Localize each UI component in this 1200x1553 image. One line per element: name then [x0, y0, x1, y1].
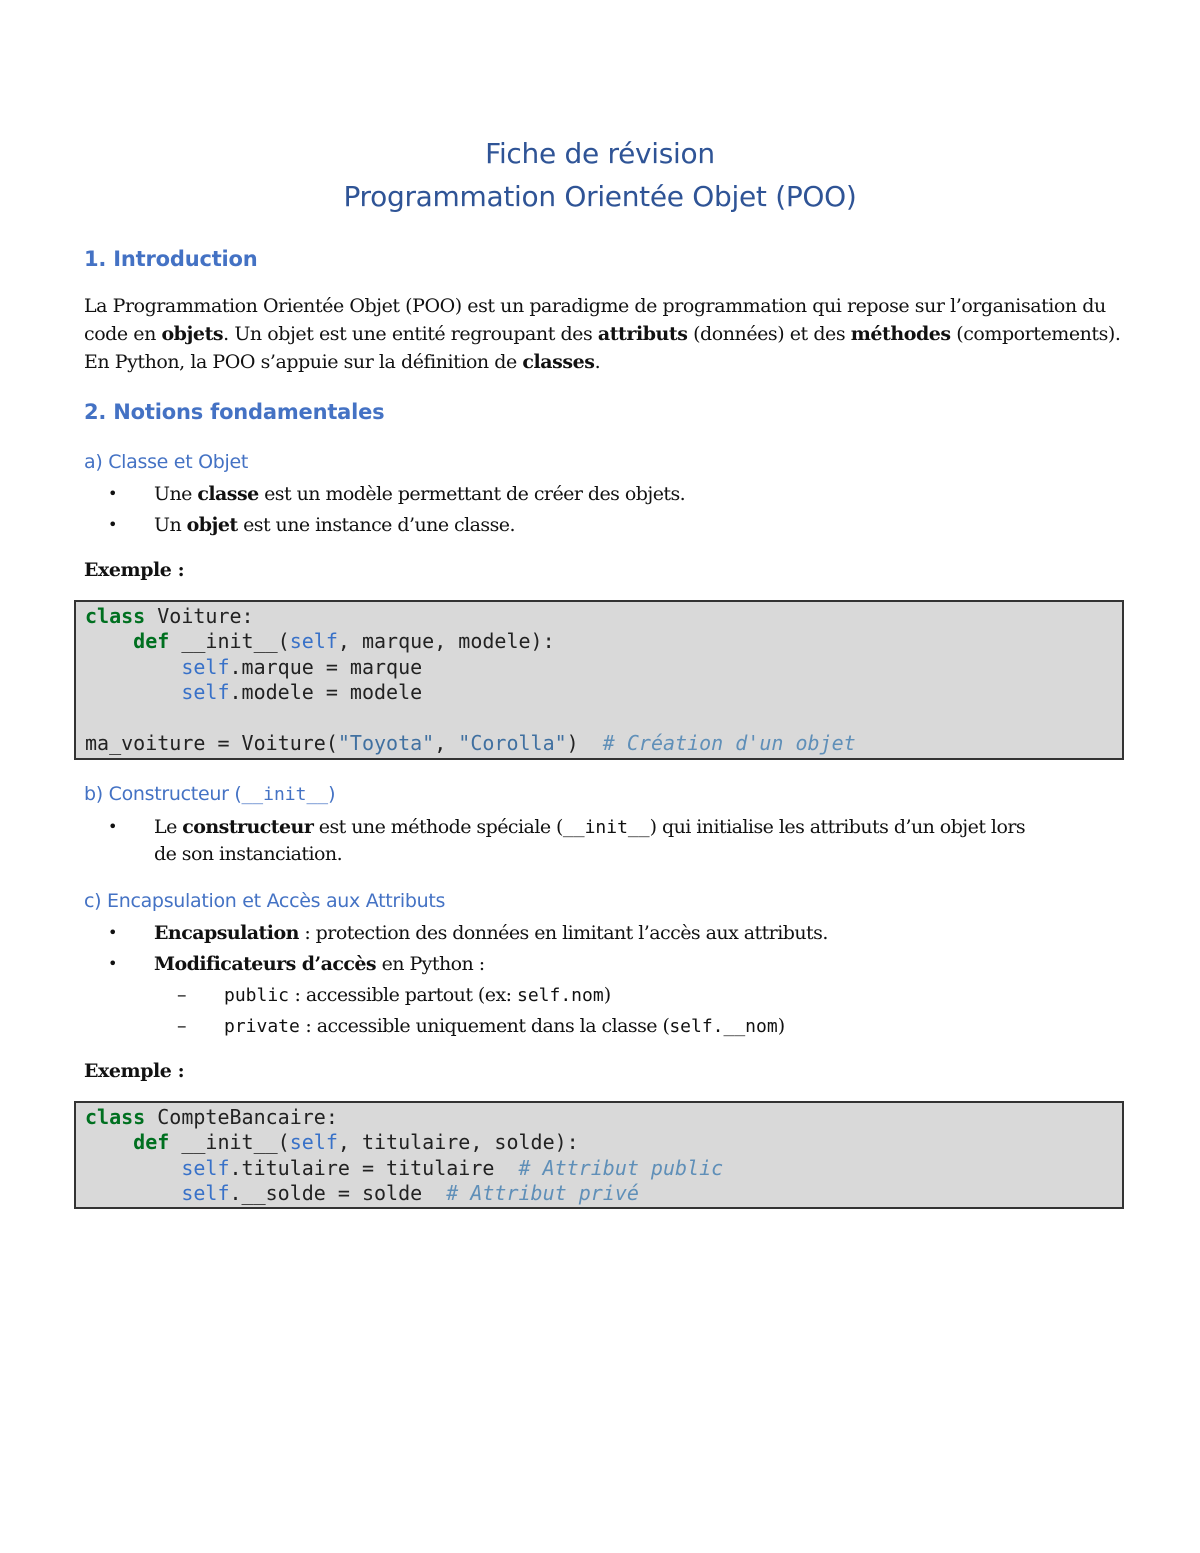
code-text: CompteBancaire:	[145, 1105, 338, 1129]
bullet-text: ) qui initialise les attributs d’un objet lors	[649, 816, 1026, 838]
code-text: .titulaire = titulaire	[229, 1155, 519, 1180]
intro-paragraph	[84, 292, 1124, 376]
bullet-marker: •	[108, 515, 118, 534]
sub-bullet-public	[224, 981, 611, 1010]
bullet-mono: __init__	[562, 817, 650, 838]
bullet-text: : protection des données en limitant l’accès aux attributs.	[298, 922, 828, 944]
bullet-objet	[154, 511, 515, 539]
intro-text-4: (comportements). En Python, la POO s’appuie sur la définition de	[84, 323, 1121, 373]
bullet-bold: Encapsulation	[154, 922, 299, 944]
code-text: )	[566, 731, 603, 756]
intro-text-3: (données) et des	[687, 323, 851, 345]
code-comment: # Attribut privé	[446, 1181, 639, 1206]
intro-bold-methodes: méthodes	[850, 323, 951, 345]
bullet-bold: objet	[186, 514, 238, 536]
code-self: self	[181, 680, 230, 705]
bullet-marker: •	[108, 923, 118, 942]
sub-bullet-mono: public	[224, 985, 290, 1006]
bullet-text: est un modèle permettant de créer des objets.	[258, 483, 686, 505]
intro-bold-attributs: attributs	[597, 323, 688, 345]
bullet-text: est une instance d’une classe.	[237, 514, 515, 536]
heading-text: b) Constructeur (	[84, 783, 242, 805]
bullet-marker: •	[108, 484, 118, 503]
code-self: self	[181, 1181, 230, 1206]
code-self: self	[289, 629, 338, 654]
bullet-marker: •	[108, 817, 118, 836]
example-label-text: Exemple :	[84, 1060, 185, 1082]
code-text: __init__(	[169, 629, 290, 654]
code-comment: # Création d'un objet	[602, 731, 856, 756]
code-self: self	[181, 654, 230, 679]
heading-mono: __init__	[241, 784, 329, 805]
code-string: "Toyota"	[337, 731, 435, 756]
bullet-bold: constructeur	[182, 816, 314, 838]
subsection-heading-classe-objet: a) Classe et Objet	[84, 451, 249, 473]
intro-text-5: .	[594, 351, 601, 373]
code-text: ma_voiture = Voiture(	[85, 731, 338, 756]
sub-bullet-text: )	[603, 984, 611, 1006]
code-block-voiture	[74, 600, 1124, 760]
bullet-text: Le	[154, 816, 183, 838]
sub-bullet-text: )	[777, 1015, 785, 1037]
heading-text: )	[328, 783, 336, 805]
code-keyword: def	[133, 1130, 170, 1155]
sub-bullet-mono: self.__nom	[669, 1016, 778, 1037]
bullet-text: est une méthode spéciale (	[313, 816, 563, 838]
code-string: "Corolla"	[458, 731, 567, 756]
code-text: .__solde = solde	[229, 1181, 447, 1206]
sub-bullet-mono: private	[224, 1016, 300, 1037]
code-text: , titulaire, solde):	[337, 1130, 579, 1155]
bullet-text: en Python :	[376, 953, 485, 975]
dash-marker: –	[177, 1015, 187, 1037]
code-keyword: class	[85, 1105, 146, 1129]
section-heading-introduction: 1. Introduction	[84, 247, 258, 271]
intro-text-1: La Programmation Orientée Objet (POO) est un paradigme de programmation qui repose sur l’organisation du code en	[84, 295, 1106, 345]
page-title: Fiche de révision	[485, 137, 715, 170]
example-label	[84, 1057, 184, 1085]
example-label-text: Exemple :	[84, 559, 185, 581]
code-keyword: class	[85, 604, 146, 628]
bullet-constructeur	[154, 813, 1025, 842]
sub-bullet-mono: self.nom	[517, 985, 604, 1006]
intro-text-2: . Un objet est une entité regroupant des	[223, 323, 598, 345]
sub-bullet-text: : accessible uniquement dans la classe (	[299, 1015, 670, 1037]
code-text: .modele = modele	[229, 680, 423, 705]
bullet-bold: classe	[197, 483, 259, 505]
code-text: __init__(	[169, 1130, 290, 1155]
code-text: ,	[434, 731, 459, 756]
example-label	[84, 556, 184, 584]
bullet-classe	[154, 480, 685, 508]
subsection-heading-encapsulation: c) Encapsulation et Accès aux Attributs	[84, 890, 446, 912]
intro-bold-objets: objets	[161, 323, 224, 345]
bullet-marker: •	[108, 954, 118, 973]
sub-bullet-text: : accessible partout (ex:	[289, 984, 517, 1006]
sub-bullet-private	[224, 1012, 785, 1041]
bullet-bold: Modificateurs d’accès	[154, 953, 377, 975]
code-self: self	[181, 1155, 230, 1180]
code-keyword: def	[133, 629, 170, 654]
code-block-compte-bancaire	[74, 1101, 1124, 1209]
code-self: self	[289, 1130, 338, 1155]
dash-marker: –	[177, 984, 187, 1006]
code-text: .marque = marque	[229, 654, 423, 679]
intro-bold-classes: classes	[522, 351, 595, 373]
code-text: Voiture:	[145, 604, 254, 628]
section-heading-notions: 2. Notions fondamentales	[84, 400, 385, 424]
bullet-modificateurs	[154, 950, 485, 978]
bullet-constructeur-cont: de son instanciation.	[154, 843, 343, 865]
subsection-heading-constructeur	[84, 782, 335, 807]
code-text: , marque, modele):	[337, 629, 555, 654]
bullet-text: Une	[154, 483, 198, 505]
bullet-text: Un	[154, 514, 187, 536]
code-comment: # Attribut public	[518, 1155, 724, 1180]
bullet-encapsulation	[154, 919, 828, 947]
page-subtitle: Programmation Orientée Objet (POO)	[343, 180, 857, 213]
